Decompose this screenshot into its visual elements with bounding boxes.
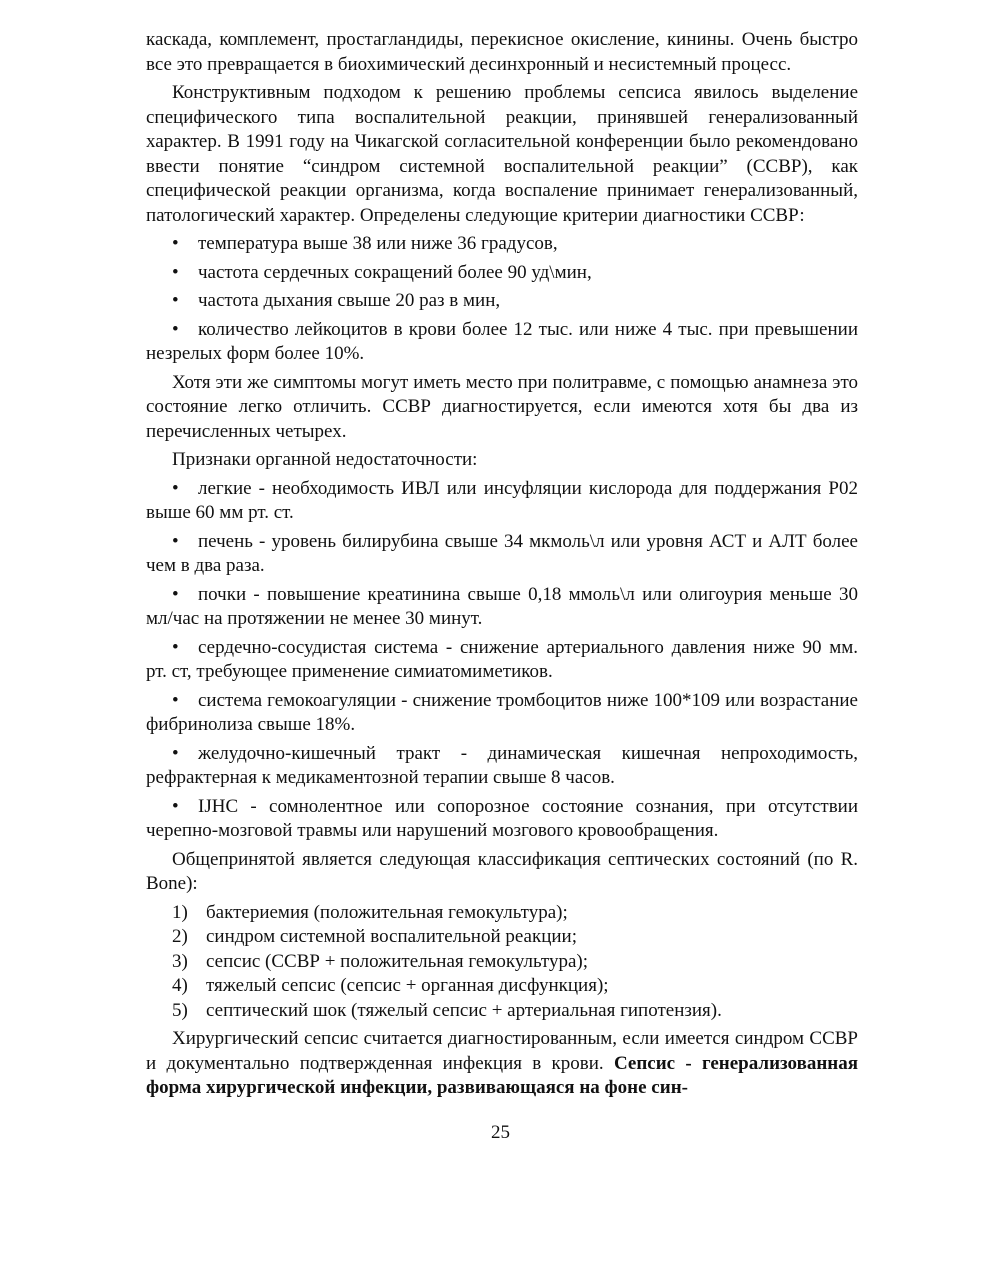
bullet-icon: • [172, 233, 179, 254]
list-number: 2) [172, 926, 188, 947]
list-item: • печень - уровень билирубина свыше 34 мкмоль\л или уровня АСТ и АЛТ более чем в два раза. [146, 530, 858, 576]
list-number: 5) [172, 999, 188, 1021]
list-item: • система гемокоагуляции - снижение тромбоцитов ниже 100*109 или возрастание фибринолиза свыше 18%. [146, 689, 858, 735]
paragraph-constructive-approach: Конструктивным подходом к решению проблемы сепсиса явилось выделение специфического типа воспалительной реакции, принявшей генерализованный характер. В 1991 году на Чикагской согласительной конференции было рекомендовано ввести понятие “синдром системной воспалительной реакции” (ССВР), как специфической реакции организма, когда воспаление принимает генерализованный, патологический характер. Определены следующие критерии диагностики ССВР: [146, 82, 858, 226]
bullet-icon: • [172, 636, 179, 658]
organ-signs-list [146, 477, 858, 844]
list-item: • почки - повышение креатинина свыше 0,18 ммоль\л или олигоурия меньше 30 мл/час на протяжении не менее 30 минут. [146, 583, 858, 629]
list-item: 2) синдром системной воспалительной реакции; [146, 925, 858, 950]
bullet-icon: • [172, 290, 179, 311]
page-body [146, 28, 858, 1105]
list-item: • желудочно-кишечный тракт - динамическая кишечная непроходимость, рефрактерная к медикаментозной терапии свыше 8 часов. [146, 742, 858, 788]
list-item: • частота дыхания свыше 20 раз в мин, [146, 289, 858, 314]
criteria-list [146, 232, 858, 367]
list-item: • сердечно-сосудистая система - снижение артериального давления ниже 90 мм. рт. ст, требующее применение симиатомиметиков. [146, 636, 858, 682]
paragraph-classification-intro: Общепринятой является следующая классификация септических состояний (по R. Bone): [146, 848, 858, 894]
list-item: • IJHC - сомнолентное или сопорозное состояние сознания, при отсутствии черепно-мозговой травмы или нарушений мозгового кровообращения. [146, 795, 858, 841]
surgical-sepsis-text: Хирургический сепсис считается диагностированным, если имеется синдром ССВР и документально подтвержденная инфекция в крови. [146, 1028, 858, 1074]
list-item: 5) септический шок (тяжелый сепсис + артериальная гипотензия). [146, 999, 858, 1024]
bullet-icon: • [172, 261, 179, 283]
bullet-icon: • [172, 477, 179, 499]
list-number: 4) [172, 975, 188, 996]
sepsis-definition-bold: Сепсис - генерализованная форма хирургической инфекции, развивающаяся на фоне син- [146, 1052, 858, 1098]
classification-list [146, 901, 858, 1024]
bullet-icon: • [172, 689, 179, 711]
list-item: 3) сепсис (ССВР + положительная гемокультура); [146, 950, 858, 975]
list-item: • частота сердечных сокращений более 90 уд\мин, [146, 261, 858, 286]
bullet-icon: • [172, 318, 179, 340]
list-number: 3) [172, 950, 188, 972]
list-item: • температура выше 38 или ниже 36 градусов, [146, 232, 858, 257]
list-item: 1) бактериемия (положительная гемокультура); [146, 901, 858, 926]
bullet-icon: • [172, 530, 179, 552]
paragraph-surgical-sepsis [146, 1027, 858, 1101]
bullet-icon: • [172, 795, 179, 817]
organ-failure-heading: Признаки органной недостаточности: [172, 449, 478, 470]
bullet-icon: • [172, 742, 179, 764]
list-item: • количество лейкоцитов в крови более 12 тыс. или ниже 4 тыс. при превышении незрелых форм более 10%. [146, 318, 858, 364]
list-item: 4) тяжелый сепсис (сепсис + органная дисфункция); [146, 974, 858, 999]
list-item: • легкие - необходимость ИВЛ или инсуфляции кислорода для поддержания Р02 выше 60 мм рт. ст. [146, 477, 858, 523]
paragraph-symptoms-note: Хотя эти же симптомы могут иметь место при политравме, с помощью анамнеза это состояние легко отличить. ССВР диагностируется, если имеются хотя бы два из перечисленных четырех. [146, 371, 858, 442]
page-number: 25 [491, 1122, 510, 1143]
paragraph-intro-continued: каскада, комплемент, простагландиды, перекисное окисление, кинины. Очень быстро все это превращается в биохимический десинхронный и несистемный процесс. [146, 29, 858, 75]
bullet-icon: • [172, 583, 179, 605]
list-number: 1) [172, 901, 188, 923]
